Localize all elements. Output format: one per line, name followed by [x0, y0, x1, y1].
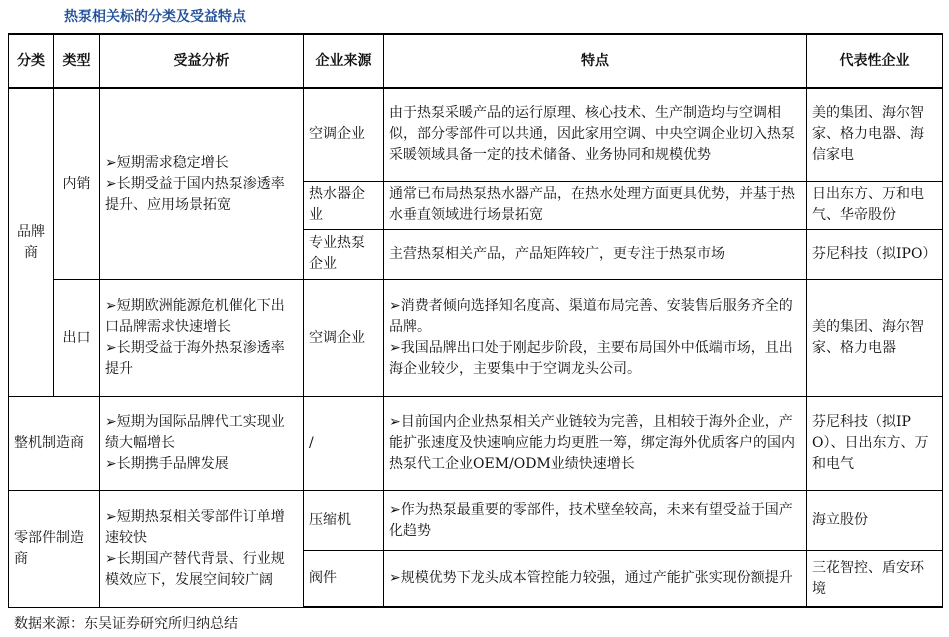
table-row — [9, 491, 943, 551]
rep-cell: 美的集团、海尔智家、格力电器、海信家电 — [807, 88, 943, 181]
benefit-whole — [100, 397, 304, 491]
source-cell: 阀件 — [304, 551, 384, 607]
rep-cell: 芬尼科技（拟IPO） — [807, 229, 943, 279]
table-row — [9, 279, 943, 396]
rep-cell: 芬尼科技（拟IPO）、日出东方、万和电气 — [807, 397, 943, 491]
benefit-item: ➢长期受益于海外热泵渗透率提升 — [105, 340, 285, 377]
features-cell: 通常已布局热泵热水器产品，在热水处理方面更具优势，并基于热水垂直领域进行场景拓宽 — [384, 181, 807, 229]
benefit-item: ➢长期受益于国内热泵渗透率提升、应用场景拓宽 — [105, 175, 285, 213]
benefit-item: ➢短期需求稳定增长 — [105, 154, 229, 171]
group-whole: 整机制造商 — [9, 397, 100, 491]
benefit-parts — [100, 491, 304, 607]
group-brand: 品牌商 — [9, 88, 54, 397]
benefit-item: ➢短期欧洲能源危机催化下出口品牌需求快速增长 — [105, 298, 285, 335]
benefit-item: ➢长期国产替代背景、行业规模效应下，发展空间较广阔 — [105, 550, 285, 588]
feature-item: ➢我国品牌出口处于刚起步阶段，主要布局国外中低端市场，且出海企业较少，主要集中于空调龙头公司。 — [389, 340, 793, 377]
benefit-export — [100, 279, 304, 396]
features-cell: ➢作为热泵最重要的零部件，技术壁垒较高，未来有望受益于国产化趋势 — [384, 491, 807, 551]
features-cell — [384, 279, 807, 396]
features-cell: ➢目前国内企业热泵相关产业链较为完善，且相较于海外企业，产能扩张速度及快速响应能力均更胜一筹，绑定海外优质客户的国内热泵代工企业OEM/ODM业绩快速增长 — [384, 397, 807, 491]
source-cell: 空调企业 — [304, 279, 384, 396]
header-rep: 代表性企业 — [807, 34, 943, 88]
feature-item: ➢消费者倾向选择知名度高、渠道布局完善、安装售后服务齐全的品牌。 — [389, 298, 793, 335]
features-cell: 由于热泵采暖产品的运行原理、核心技术、生产制造均与空调相似，部分零部件可以共通，因此家用空调、中央空调企业切入热泵采暖领域具备一定的技术储备、业务协同和规模优势 — [384, 88, 807, 181]
rep-cell: 三花智控、盾安环境 — [807, 551, 943, 607]
source-cell: 热水器企业 — [304, 181, 384, 229]
type-domestic: 内销 — [54, 88, 100, 279]
source-cell: 压缩机 — [304, 491, 384, 551]
features-cell: 主营热泵相关产品，产品矩阵较广，更专注于热泵市场 — [384, 229, 807, 279]
source-cell: 空调企业 — [304, 88, 384, 181]
benefit-item: ➢短期为国际品牌代工实现业绩大幅增长 — [105, 414, 285, 452]
header-source: 企业来源 — [304, 34, 384, 88]
source-note: 数据来源：东吴证券研究所归纳总结 — [14, 616, 238, 632]
page-title: 热泵相关标的分类及受益特点 — [64, 9, 246, 25]
features-cell: ➢规模优势下龙头成本管控能力较强，通过产能扩张实现份额提升 — [384, 551, 807, 607]
benefit-item: ➢短期热泵相关零部件订单增速较快 — [105, 508, 285, 546]
benefit-item: ➢长期携手品牌发展 — [105, 456, 229, 473]
type-export: 出口 — [54, 279, 100, 396]
source-cell: 专业热泵企业 — [304, 229, 384, 279]
benefit-table — [8, 33, 943, 608]
header-category: 分类 — [9, 34, 54, 88]
group-parts: 零部件制造商 — [9, 491, 100, 607]
rep-cell: 美的集团、海尔智家、格力电器 — [807, 279, 943, 396]
rep-cell: 日出东方、万和电气、华帝股份 — [807, 181, 943, 229]
table-row — [9, 397, 943, 491]
source-cell: / — [304, 397, 384, 491]
table-header-row — [9, 34, 943, 88]
rep-cell: 海立股份 — [807, 491, 943, 551]
header-features: 特点 — [384, 34, 807, 88]
header-type: 类型 — [54, 34, 100, 88]
benefit-domestic — [100, 88, 304, 279]
table-row — [9, 88, 943, 181]
header-benefit: 受益分析 — [100, 34, 304, 88]
